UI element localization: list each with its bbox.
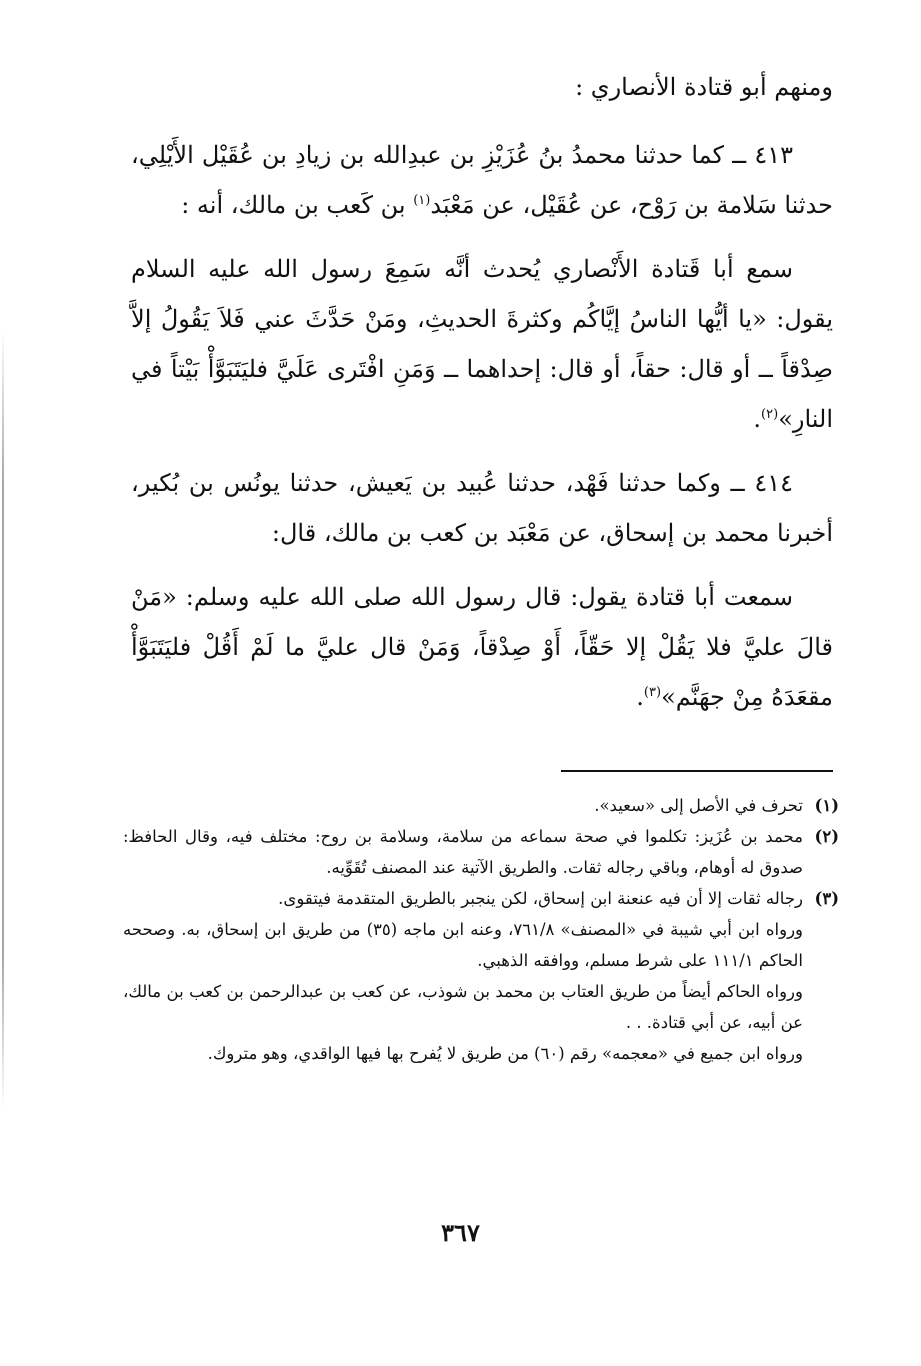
hadith-414-text xyxy=(131,572,833,722)
page-edge-shadow xyxy=(2,330,4,1110)
hadith-413-chain-end: بن كَعب بن مالك، أنه : xyxy=(181,191,414,219)
footnote-1 xyxy=(123,790,839,821)
hadith-413-body: سمع أبا قَتادة الأَنْصاري يُحدث أنَّه سَمِعَ رسول الله عليه السلام يقول: «يا أيُّها الناسُ إيَّاكُم وكثرةَ الحديثِ، ومَنْ حَدَّثَ عني فَلاَ يَقُولُ إلاَّ صِدْقاً ــ أو قال: حقاً، أو قال: إحداهما ــ وَمَنِ افْتَرى عَلَيَّ فليَتَبَوَّأْ بَيْتاً في النارِ» xyxy=(131,255,833,433)
page-number: ٣٦٧ xyxy=(441,1218,480,1247)
footnote-ref-3: (٣) xyxy=(643,685,662,700)
hadith-414-body: سمعت أبا قتادة يقول: قال رسول الله صلى الله عليه وسلم: «مَنْ قالَ عليَّ فلا يَقُلْ إلا حَقّاً، أَوْ صِدْقاً، وَمَنْ قال عليَّ ما لَمْ أَقُلْ فليَتَبَوَّأْ مقعَدَهُ مِنْ جهَنَّم» xyxy=(131,583,833,711)
footnote-text: ورواه ابن أبي شيبة في «المصنف» ٧٦١/٨، وعنه ابن ماجه (٣٥) من طريق ابن إسحاق، به. وصححه الحاكم ١١١/١ على شرط مسلم، ووافقه الذهبي. xyxy=(123,920,804,970)
footnote-text: رجاله ثقات إلا أن فيه عنعنة ابن إسحاق، لكن ينجبر بالطريق المتقدمة فيتقوى. xyxy=(278,889,803,908)
hadith-413-end: . xyxy=(753,405,762,433)
footnote-ref-2: (٢) xyxy=(761,407,779,422)
hadith-414-chain: ٤١٤ ــ وكما حدثنا فَهْد، حدثنا عُبيد بن يَعيش، حدثنا يونُس بن بُكير، أخبرنا محمد بن إسحاق، عن مَعْبَد بن كعب بن مالك، قال: xyxy=(131,469,833,547)
hadith-414-end: . xyxy=(636,683,644,711)
footnote-2 xyxy=(123,821,839,883)
footnote-number: (٢) xyxy=(814,827,839,846)
footnote-text: تحرف في الأصل إلى «سعيد». xyxy=(594,796,803,815)
footnote-text: محمد بن عُزَيز: تكلموا في صحة سماعه من سلامة، وسلامة بن روح: مختلف فيه، وقال الحافظ: صدوق له أوهام، وباقي رجاله ثقات. والطريق الآتية عند المصنف تُقَوِّيه. xyxy=(123,827,803,877)
footnote-number: (١) xyxy=(814,796,839,815)
section-heading: ومنهم أبو قتادة الأنصاري : xyxy=(575,73,833,101)
hadith-413-chain-text: ٤١٣ ــ كما حدثنا محمدُ بنُ عُزَيْزِ بن عبدِالله بن زيادِ بن عُقَيْل الأَيْلِي، حدثنا سَلامة بن رَوْح، عن عُقَيْل، عن مَعْبَد xyxy=(131,141,833,219)
hadith-413-text xyxy=(131,244,833,444)
footnote-ref-1: (١) xyxy=(413,193,431,208)
footnote-divider xyxy=(561,770,833,772)
footnote-text: ورواه ابن جميع في «معجمه» رقم (٦٠) من طريق لا يُفرح بها فيها الواقدي، وهو متروك. xyxy=(207,1044,803,1063)
footnote-3 xyxy=(123,883,839,1069)
main-text xyxy=(131,62,833,736)
footnote-number: (٣) xyxy=(814,889,839,908)
footnotes xyxy=(123,790,839,1069)
footnote-text: ورواه الحاكم أيضاً من طريق العتاب بن محمد بن شوذب، عن كعب بن عبدالرحمن بن كعب بن مالك، عن أبيه، عن أبي قتادة. . . xyxy=(123,982,803,1032)
hadith-413-chain xyxy=(131,130,833,230)
